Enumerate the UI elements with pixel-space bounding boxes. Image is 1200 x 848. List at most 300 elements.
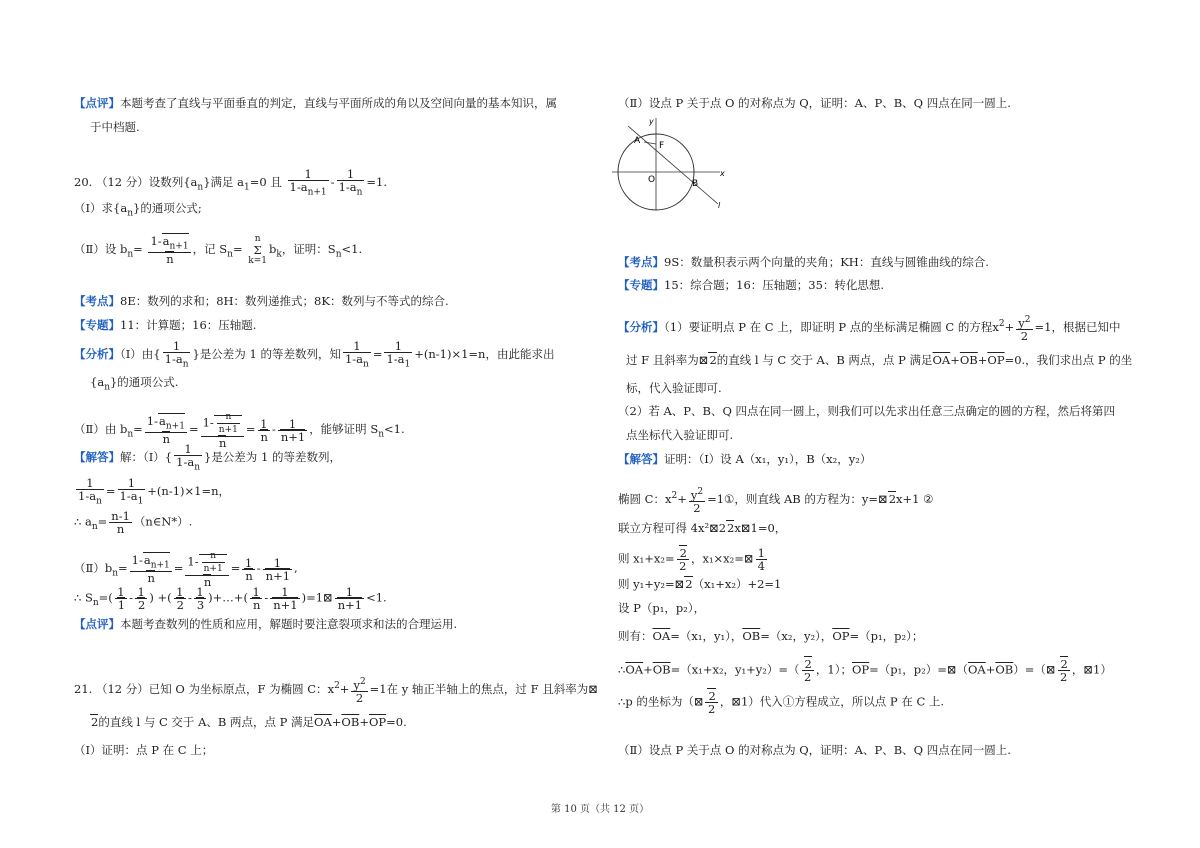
page-footer: 第 10 页（共 12 页） <box>550 804 650 815</box>
missing-glyph: ⊠ <box>588 681 598 696</box>
fenxi-1b: 是公差为 1 的等差数列，知 <box>199 347 341 362</box>
fenxi-2-tail: }的通项公式. <box>109 375 179 389</box>
fenxi-3b: ，能够证明 S <box>309 422 379 436</box>
jieda-8e: （ <box>956 662 968 677</box>
fenxi-tag: 【分析】 <box>618 319 664 334</box>
fraction <box>250 586 262 611</box>
eq: = <box>97 514 108 529</box>
fraction <box>118 477 146 507</box>
label-b: B <box>692 179 699 189</box>
kaodian-tag: 【考点】 <box>74 294 120 308</box>
fraction <box>217 411 240 436</box>
eq: = <box>372 347 383 362</box>
jieda: 【解答】解：（Ⅰ）{ $\frac{1}{1-a_n}$ }是公差为 1 的等差数列， <box>74 442 341 473</box>
plus: + <box>985 662 996 677</box>
numerator: 1 <box>174 586 186 599</box>
eq: = <box>98 590 109 605</box>
fraction <box>202 550 225 575</box>
fraction <box>1058 658 1070 683</box>
den-sub: n <box>363 359 369 370</box>
fraction <box>288 168 329 198</box>
fenxi-2c: ，我们求出点 P 的坐 <box>1025 353 1133 367</box>
jieda-3b: （n∈N*）. <box>133 514 193 529</box>
minus: - <box>256 561 261 575</box>
jieda-4b: ，x₁×x₂= <box>690 551 744 566</box>
den-sub: n <box>96 496 102 507</box>
fenxi-3a: （Ⅱ）由 b <box>74 422 128 436</box>
sqrt-2: 2 <box>804 657 812 671</box>
jieda-7 <box>618 628 923 644</box>
sqrt-2: 2 <box>91 715 99 729</box>
jieda-2-text: +(n-1)×1=n， <box>147 484 231 499</box>
den-sub: n+1 <box>307 187 327 198</box>
zhuanti <box>74 317 256 333</box>
eq: = <box>133 422 143 436</box>
vec-sum: =0. <box>386 715 407 729</box>
sub-n: n <box>335 249 342 260</box>
denominator: 2 <box>707 702 716 716</box>
numerator: 1 <box>258 418 270 431</box>
vector-ob: $\overline{OB}$ <box>652 662 671 677</box>
fenxi-1: （1）要证明点 P 在 C 上，即证明 P 点的坐标满足椭圆 C 的方程 <box>664 319 993 334</box>
fraction <box>109 510 132 535</box>
fenxi-1a: （Ⅰ）由 <box>120 347 154 362</box>
minus: - <box>194 554 199 569</box>
fenxi-2 <box>90 374 178 395</box>
jieda-9b: ， <box>719 694 732 709</box>
denominator: n+1 <box>203 564 223 574</box>
sqrt-n: n <box>252 598 261 612</box>
sup-2: 2 <box>998 319 1005 330</box>
plus: + <box>677 491 687 506</box>
right-column <box>600 0 1200 800</box>
dianping-text: 本题考查数列的性质和应用，解题时要注意裂项求和法的合理运用. <box>120 617 458 631</box>
denominator <box>337 181 365 198</box>
den-text: 1-a <box>119 489 138 503</box>
q20-p1-tail: }的通项公式; <box>133 201 202 215</box>
fenxi-tag: 【分析】 <box>74 347 120 362</box>
eq: = <box>188 422 199 436</box>
den-sub: n <box>182 359 189 370</box>
missing-glyph: ⊠ <box>674 577 685 591</box>
fraction <box>705 690 717 715</box>
vector-oa: $\overline{OA}$ <box>625 662 644 677</box>
fraction <box>270 586 299 611</box>
jieda-3: 联立方程可得 4x²⊠22x⊠1=0， <box>618 521 787 535</box>
denominator <box>263 570 292 582</box>
vector-ob: $\overline{OB}$ <box>341 715 360 729</box>
denominator <box>270 599 299 611</box>
sqrt-n: n <box>203 575 212 589</box>
y: y <box>1018 315 1025 330</box>
den-sub: n <box>356 187 363 198</box>
denominator <box>194 599 206 611</box>
numerator <box>185 550 228 576</box>
jieda-4 <box>618 547 769 572</box>
jieda <box>618 451 871 467</box>
q21-part2-bottom: （Ⅱ）设点 P 关于点 O 的对称点为 Q，证明：A、P、B、Q 四点在同一圆上. <box>618 743 1011 757</box>
missing-glyph: ⊠ <box>1083 662 1093 677</box>
vector-oa: $\overline{OA}$ <box>652 629 671 643</box>
fenxi-3c: <1. <box>384 422 405 436</box>
jieda-3 <box>74 510 192 535</box>
den-text: 1-a <box>386 352 405 366</box>
vector-op: $\overline{OP}$ <box>851 662 870 677</box>
left-column <box>0 0 600 800</box>
q20-head: 20. （12 分）设数列{a <box>74 175 198 190</box>
jieda-2b: =1①，则直线 AB 的方程为：y= <box>707 491 879 506</box>
jieda-2c: x+1 ② <box>896 491 934 506</box>
zhuanti <box>618 277 884 293</box>
minus: - <box>129 590 134 605</box>
q20-p2-a: （Ⅱ）设 b <box>74 242 128 256</box>
q21-part1: （Ⅰ）证明：点 P 在 C 上； <box>74 743 214 757</box>
kaodian-tag: 【考点】 <box>618 255 664 269</box>
fraction <box>76 477 104 507</box>
zhuanti-tag: 【专题】 <box>74 318 120 332</box>
minus: - <box>157 233 162 248</box>
minus: - <box>264 590 269 605</box>
eq: = <box>230 561 241 575</box>
sqrt-2: 2 <box>888 491 897 506</box>
fenxi: 【分析】（Ⅰ）由{ $\frac{1}{1-a_n}$ }是公差为 1 的等差数列，知 $\frac{1}{1-a_n}$ = $\frac{1}{1-a_1}$ +(n-1)×1=n，由此能求出 <box>74 339 555 370</box>
fraction <box>194 586 206 611</box>
eq: = <box>117 561 128 575</box>
numerator: 1 <box>343 340 371 353</box>
denominator: 4 <box>757 559 765 573</box>
sqrt-2: 2 <box>138 598 146 612</box>
sub-n: n <box>197 182 204 193</box>
numerator: 1 <box>335 586 364 599</box>
fraction <box>343 340 371 370</box>
fraction <box>174 443 202 473</box>
denominator <box>135 599 147 611</box>
kaodian-text: 8E：数列的求和；8H：数列递推式；8K：数列与不等式的综合. <box>120 294 449 308</box>
fraction <box>258 418 270 443</box>
sqrt <box>214 412 242 435</box>
jieda-7d: =（p₁，p₂）； <box>849 629 924 643</box>
denominator <box>115 599 127 611</box>
numerator: 1 <box>135 586 147 599</box>
jieda-7: 则有： <box>618 629 653 643</box>
jieda-8c: ，1）； <box>815 662 852 677</box>
fraction <box>242 557 254 582</box>
ellipse-figure <box>610 114 730 214</box>
p19-comment <box>74 95 557 111</box>
sqrt-2: 2 <box>708 689 716 703</box>
denominator <box>148 253 190 265</box>
q21-text-2: 的直线 l 与 C 交于 A、B 两点，点 P 满足 <box>98 715 315 729</box>
denominator: 2 <box>693 500 701 515</box>
label-a: A <box>634 136 641 146</box>
sqrt-3: 3 <box>196 598 205 612</box>
dianping-tag: 【点评】 <box>74 617 120 631</box>
sum-top: n <box>254 234 261 244</box>
vector-oa: $\overline{OA}$ <box>314 715 332 729</box>
sqrt-2: 2 <box>176 598 184 612</box>
denominator <box>242 570 254 582</box>
fenxi-2-text: {a <box>90 375 105 389</box>
denominator <box>118 490 146 507</box>
vector-oa: $\overline{OA}$ <box>932 353 951 367</box>
fenxi-2b: 的直线 l 与 C 交于 A、B 两点，点 P 满足 <box>716 353 933 367</box>
jieda-1a: 解：（Ⅰ） <box>120 450 165 465</box>
sub-n: n <box>227 249 233 260</box>
vector-oa: $\overline{OA}$ <box>967 662 986 677</box>
numerator: 1 <box>288 168 329 181</box>
jieda-8h: 1） <box>1093 662 1112 677</box>
sqrt-n: n <box>162 432 171 447</box>
sup-2: 2 <box>359 677 366 687</box>
jieda-3b: x <box>734 521 741 535</box>
sqrt-1: 1 <box>117 598 126 612</box>
num-one: 1 <box>202 415 210 430</box>
den-sub: 1 <box>137 496 144 507</box>
fraction <box>145 415 187 445</box>
sqrt-n1: n+1 <box>280 429 306 444</box>
denominator: 2 <box>679 559 687 573</box>
jieda-7b: =（x₁，y₁）， <box>670 629 743 643</box>
q20-part1 <box>74 200 202 221</box>
vec-sum: =0. <box>1004 353 1026 367</box>
sqrt-n: n <box>147 571 155 586</box>
label-y: y <box>649 117 654 126</box>
fraction <box>756 547 767 572</box>
comment-text: 本题考查了直线与平面垂直的判定，直线与平面所成的角以及空间向量的基本知识，属 <box>120 96 557 110</box>
minus: - <box>330 175 335 190</box>
sqrt-2: 2 <box>679 546 687 560</box>
q21-text-b: =1在 y 轴正半轴上的焦点，过 F 且斜率为 <box>369 681 589 696</box>
numerator: 1 <box>757 546 765 560</box>
jieda-5b: （x₁+x₂）+2=1 <box>692 577 782 591</box>
sqrt-n1: n+1 <box>337 598 363 612</box>
vector-ob: $\overline{OB}$ <box>742 629 761 643</box>
sup-2: 2 <box>697 487 704 497</box>
eq-one-minus: =1⊠ <box>306 590 333 605</box>
eq: = <box>245 422 256 436</box>
plus: + <box>1004 319 1015 334</box>
minus: - <box>154 413 158 428</box>
denominator <box>278 431 307 443</box>
jieda-8d: =（p₁，p₂）= <box>869 662 947 677</box>
sup-2: 2 <box>1024 315 1031 325</box>
vector-op: $\overline{OP}$ <box>368 715 387 729</box>
den-text: 1-a <box>164 352 183 366</box>
numerator: 1 <box>174 443 202 456</box>
x: x <box>992 319 999 334</box>
denominator: n <box>116 522 125 536</box>
numerator: 1 <box>194 586 206 599</box>
sub: n+1 <box>169 241 189 252</box>
plus: + <box>339 681 350 696</box>
fenxi <box>618 314 1120 342</box>
jieda-8a: ∴ <box>618 662 626 677</box>
fenxi-1b: =1，根据已知中 <box>1034 319 1121 334</box>
comment-text-cont: 于中档题. <box>90 120 140 134</box>
sub-n: n <box>378 429 385 440</box>
numerator <box>1016 314 1032 330</box>
q20-eq: =1. <box>366 175 388 190</box>
denominator: 2 <box>355 690 364 705</box>
numerator: 1 <box>250 586 262 599</box>
sub-n: n <box>91 521 98 532</box>
minus: - <box>271 422 276 436</box>
sub: n+1 <box>165 421 185 432</box>
num-one: 1 <box>150 233 158 248</box>
numerator: 1 <box>118 477 146 490</box>
denominator <box>130 572 172 584</box>
jieda-1: 证明：（Ⅰ）设 A（x₁，y₁），B（x₂，y₂） <box>664 452 872 466</box>
denominator <box>343 353 371 370</box>
numerator: 1 <box>263 557 292 570</box>
numerator: 1 <box>384 340 412 353</box>
den-sub: 1 <box>404 359 411 370</box>
sqrt-2: 2 <box>1060 657 1068 671</box>
jieda-5a: 则 y₁+y₂= <box>618 577 675 591</box>
jieda-5: ∴ $S_n=$( $\frac{1}{1}$ - $\frac{1}{2}$ ) +( $\frac{1}{2}$ - $\frac{1}{3}$ )+…+( $\frac{1}{n}$ - $\frac{1}{n+1}$ )=1⊠ $\frac{1}{n+1}$ <1. <box>74 585 387 612</box>
vector-ob: $\overline{OB}$ <box>995 662 1014 677</box>
fraction <box>185 550 228 588</box>
numerator: n-1 <box>111 509 130 523</box>
denominator <box>258 431 270 443</box>
summation <box>248 234 267 266</box>
zhuanti-text: 11：计算题；16：压轴题. <box>120 318 257 332</box>
numerator: n <box>217 411 240 424</box>
denominator: 2 <box>1060 670 1068 684</box>
den-text: 1-a <box>344 352 364 366</box>
plus: + <box>331 715 342 729</box>
fenxi-4: （2）若 A、P、B、Q 四点在同一圆上，则我们可以先求出任意三点确定的圆的方程，然后将第四 <box>618 404 1116 418</box>
jieda-9 <box>618 690 944 715</box>
sub-n: n <box>127 429 134 440</box>
sqrt-2: 2 <box>727 521 735 535</box>
plus: + <box>977 353 988 367</box>
eq: = <box>173 561 184 575</box>
jieda-4a: （Ⅱ）b <box>74 561 113 575</box>
q20-mid: }满足 a <box>203 175 245 190</box>
sub-n: n <box>112 568 118 579</box>
jieda-8 <box>618 658 1112 683</box>
minus: - <box>138 552 143 567</box>
fraction <box>263 557 292 582</box>
missing-glyph: ⊠ <box>743 551 754 566</box>
numerator: 1 <box>337 168 365 181</box>
b-k: b <box>268 242 277 256</box>
jieda-3: 联立方程可得 4x² <box>618 521 710 535</box>
num-one: 1 <box>187 554 195 569</box>
dianping <box>74 616 457 632</box>
minus: - <box>209 415 214 430</box>
fraction <box>335 586 364 611</box>
denominator <box>384 353 412 370</box>
sub-n: n <box>127 249 134 260</box>
jieda-tag: 【解答】 <box>74 450 120 465</box>
denominator <box>335 599 364 611</box>
sqrt-n: n <box>245 568 253 583</box>
plus: + <box>359 715 369 729</box>
jieda-tag: 【解答】 <box>618 452 664 466</box>
sqrt-n: n <box>166 252 174 267</box>
vector-op: $\overline{OP}$ <box>987 353 1005 367</box>
q20-part2 <box>74 234 362 266</box>
missing-glyph: ⊠ <box>946 662 957 677</box>
jieda-4: $(Ⅱ)b_n=$ $\frac{1-a_{n+1}}{n}$ = 1- $\frac{n}{n+1}$ n = $\frac{1}{n}$ - $\frac{1}{n+1}$ , <box>74 551 298 589</box>
fraction <box>163 340 191 370</box>
sqrt-n: n <box>219 436 227 450</box>
jieda-3c: 1=0， <box>750 521 787 535</box>
sub-k: k <box>276 249 282 260</box>
denominator <box>288 181 329 198</box>
sqrt-2: 2 <box>685 577 693 591</box>
q20-p2-c: ，证明：S <box>281 242 336 256</box>
missing-glyph: ⊠ <box>709 521 719 535</box>
plus: + <box>643 662 653 677</box>
fenxi-2 <box>626 352 1132 368</box>
jieda-2 <box>74 477 230 507</box>
fenxi-2a: 过 F 且斜率为 <box>626 353 699 367</box>
missing-glyph: ⊠ <box>740 521 751 535</box>
fenxi-3: 标，代入验证即可. <box>626 381 722 395</box>
fraction <box>174 586 186 611</box>
denominator: 2 <box>804 670 812 684</box>
q21-stem <box>74 676 598 704</box>
eq: = <box>232 242 243 256</box>
label-x: x <box>720 169 725 178</box>
sqrt: $a_{n+1}$ <box>159 413 185 432</box>
sqrt-2: 2 <box>709 353 717 367</box>
segment-af <box>644 142 656 144</box>
missing-glyph: ⊠ <box>698 353 709 367</box>
sqrt <box>199 551 227 574</box>
sum-bottom: k=1 <box>248 256 267 266</box>
x: x <box>327 681 335 696</box>
denominator <box>76 490 104 507</box>
q20-p2-d: <1. <box>341 242 363 256</box>
missing-glyph: ⊠ <box>693 694 704 709</box>
numerator: 1 <box>163 340 191 353</box>
q21-part2-top: （Ⅱ）设点 P 关于点 O 的对称点为 Q，证明：A、P、B、Q 四点在同一圆上. <box>618 96 1011 110</box>
fraction <box>351 676 367 704</box>
sum-symbol: Σ <box>253 243 262 257</box>
jieda-8g: ， <box>1071 662 1084 677</box>
jieda-8f: ）=（ <box>1013 662 1046 677</box>
sup-2: 2 <box>671 491 678 502</box>
zhuanti-text: 15：综合题；16：压轴题；35：转化思想. <box>664 278 885 292</box>
jieda-4a: 则 x₁+x₂= <box>618 551 675 566</box>
numerator <box>689 486 705 502</box>
y: y <box>690 487 698 502</box>
sqrt-n1: n+1 <box>273 598 298 612</box>
denominator: n+1 <box>218 425 238 435</box>
den-sub: n <box>194 462 200 473</box>
jieda-1b: 是公差为 1 的等差数列， <box>211 450 341 465</box>
eq: = <box>133 242 143 256</box>
fenxi-5: 点坐标代入验证即可. <box>626 428 734 442</box>
num-one: 1 <box>131 552 139 567</box>
denominator <box>174 456 202 473</box>
q20-stem <box>74 168 387 198</box>
numerator: 1 <box>270 586 299 599</box>
fraction <box>130 554 172 584</box>
denominator <box>163 353 191 370</box>
numerator <box>351 676 367 692</box>
denominator <box>174 599 186 611</box>
vector-ob: $\overline{OB}$ <box>959 353 978 367</box>
numerator: n <box>202 550 225 563</box>
q21-stem-2 <box>90 714 407 730</box>
denominator: 2 <box>1020 328 1029 343</box>
missing-glyph: ⊠ <box>731 694 741 709</box>
